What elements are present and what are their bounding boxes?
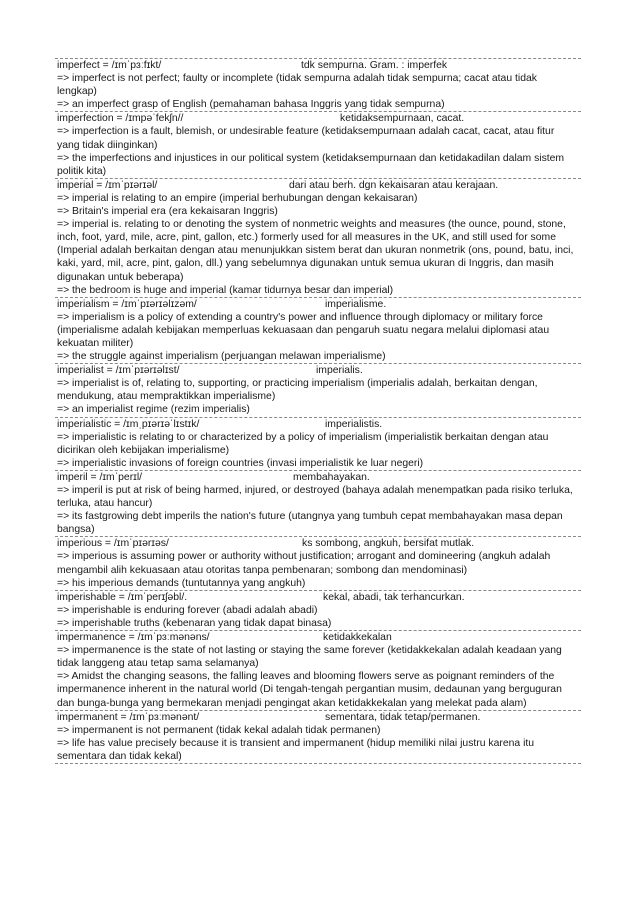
example-line: => the imperfections and injustices in our political system (ketidaksempurnaan dan ketidakadilan dalam sistem politik kita) (57, 152, 565, 177)
entry-term: impermanent = /ɪmˈpɜːmənənt/ (57, 711, 200, 723)
dictionary-entry (55, 179, 581, 298)
entry-meaning: ks sombong, angkuh, bersifat mutlak. (302, 538, 475, 550)
example-line: => Amidst the changing seasons, the falling leaves and blooming flowers serve as poignant reminders of the impermanence inherent in the natural world (Di tengah-tengah pergantian musim, dedaunan yang berguguran dan bunga-bunga yang bermekaran menjadi pengingat akan ketidakkekalan yang melekat pada alam) (57, 671, 562, 709)
entry-headline (57, 591, 579, 604)
entry-term: imperialistic = /ɪmˌpɪərɪəˈlɪstɪk/ (57, 418, 200, 430)
example-line: => impermanence is the state of not lasting or staying the same forever (ketidakkekalan adalah keadaan yang tidak langgeng atau tetap sama selamanya) (57, 645, 562, 670)
entry-meaning: ketidakkekalan (323, 632, 392, 644)
entry-meaning: kekal, abadi, tak terhancurkan. (323, 591, 465, 603)
example-line: => impermanent is not permanent (tidak kekal adalah tidak permanen) (57, 724, 381, 736)
dictionary-entry (55, 631, 581, 711)
dictionary-entry (55, 471, 581, 537)
example-line: => imperious is assuming power or authority without justification; arrogant and domineering (angkuh adalah mengambil alih kekuasaan atau otoritas tanpa pembenaran; sombong dan mendominasi) (57, 551, 551, 576)
dictionary-entry (55, 59, 581, 112)
dictionary-entry (55, 711, 581, 764)
entry-headline (57, 59, 579, 72)
entry-headline (57, 298, 579, 311)
example-line: => an imperialist regime (rezim imperialis) (57, 404, 250, 416)
example-line: => imperialism is a policy of extending a country's power and influence through diplomacy or military force (imperialisme adalah kebijakan memperluas kekuasaan dan pengaruh suatu negara melalui diplomasi atau kekuatan militer) (57, 311, 550, 349)
example-line: => imperial is. relating to or denoting the system of nonmetric weights and measures (the ounce, pound, stone, inch, foot, yard, mile, acre, pint, gallon, etc.) formerly used for all measures in the UK, and still used for some (Imperial adalah berkaitan dengan atau menunjukkan sistem berat dan ukuran nonmetrik (ons, pound, batu, inci, kaki, yard, mil, acre, pint, galon, dll.) yang sebelumnya digunakan untuk semua ukuran di Inggris, dan masih digunakan untuk beberapa) (57, 219, 574, 283)
dictionary-entry (55, 591, 581, 631)
example-line: => imperialistic is relating to or characterized by a policy of imperialism (imperialistik berkaitan dengan atau dicirikan oleh kebijakan imperialisme) (57, 431, 549, 456)
entry-term: imperfect = /ɪmˈpɜːfɪkt/ (57, 60, 162, 71)
entry-meaning: membahayakan. (293, 471, 370, 483)
entry-meaning: sementara, tidak tetap/permanen. (325, 711, 481, 723)
example-line: => the bedroom is huge and imperial (kamar tidurnya besar dan imperial) (57, 284, 394, 296)
entry-meaning: imperialisme. (325, 298, 387, 310)
entry-headline (57, 179, 579, 192)
entry-meaning: ketidaksempurnaan, cacat. (340, 113, 465, 125)
entry-term: imperial = /ɪmˈpɪərɪəl/ (57, 179, 158, 191)
entry-meaning: imperialis. (316, 365, 363, 377)
example-line: => Britain's imperial era (era kekaisaran Inggris) (57, 206, 278, 218)
example-line: => its fastgrowing debt imperils the nation's future (utangnya yang tumbuh cepat membahayakan masa depan bangsa) (57, 511, 563, 536)
example-line: => imperial is relating to an empire (imperial berhubungan dengan kekaisaran) (57, 192, 418, 204)
entry-meaning: imperialistis. (325, 418, 383, 430)
entry-term: imperialism = /ɪmˈpɪərɪəlɪzəm/ (57, 298, 197, 310)
example-line: => imperishable is enduring forever (abadi adalah abadi) (57, 604, 318, 616)
entry-term: imperious = /ɪmˈpɪərɪəs/ (57, 538, 169, 550)
example-line: => imperfect is not perfect; faulty or incomplete (tidak sempurna adalah tidak sempurna; cacat atau tidak lengkap) (57, 73, 537, 98)
dictionary-entry (55, 418, 581, 471)
example-line: => imperfection is a fault, blemish, or undesirable feature (ketidaksempurnaan adalah cacat, cacat, atau fitur yang tidak diinginkan) (57, 126, 555, 151)
dictionary-entry (55, 112, 581, 178)
entry-meaning: tdk sempurna. Gram. : imperfek (301, 60, 448, 71)
entry-headline (57, 471, 579, 484)
example-line: => imperialist is of, relating to, supporting, or practicing imperialism (imperialis adalah, berkaitan dengan, mendukung, atau mempraktikkan imperialisme) (57, 378, 538, 403)
dictionary-entry (55, 364, 581, 417)
dictionary-entry (55, 298, 581, 364)
entry-headline (57, 711, 579, 724)
example-line: => imperishable truths (kebenaran yang tidak dapat binasa) (57, 617, 332, 629)
entry-term: imperil = /ɪmˈperɪl/ (57, 471, 143, 483)
entry-headline (57, 537, 579, 550)
example-line: => life has value precisely because it is transient and impermanent (hidup memiliki nilai justru karena itu sementara dan tidak kekal) (57, 737, 535, 762)
entry-headline (57, 364, 579, 377)
example-line: => imperialistic invasions of foreign countries (invasi imperialistik ke luar negeri) (57, 457, 424, 469)
dictionary-entry (55, 537, 581, 590)
entry-term: impermanence = /ɪmˈpɜːmənəns/ (57, 632, 210, 644)
example-line: => imperil is put at risk of being harmed, injured, or destroyed (bahaya adalah menempatkan pada risiko terluka, terluka, atau hancur) (57, 485, 573, 510)
example-line: => the struggle against imperialism (perjuangan melawan imperialisme) (57, 351, 386, 363)
dictionary-page (55, 58, 581, 764)
entry-meaning: dari atau berh. dgn kekaisaran atau kerajaan. (289, 179, 499, 191)
example-line: => an imperfect grasp of English (pemahaman bahasa Inggris yang tidak sempurna) (57, 99, 445, 111)
example-line: => his imperious demands (tuntutannya yang angkuh) (57, 577, 306, 589)
entry-term: imperialist = /ɪmˈpɪərɪəlɪst/ (57, 365, 180, 377)
entry-term: imperishable = /ɪmˈperɪʃəbl/. (57, 591, 188, 603)
entry-headline (57, 418, 579, 431)
entry-term: imperfection = /ɪmpəˈfekʃn// (57, 113, 184, 125)
entry-headline (57, 112, 579, 125)
entry-headline (57, 631, 579, 644)
